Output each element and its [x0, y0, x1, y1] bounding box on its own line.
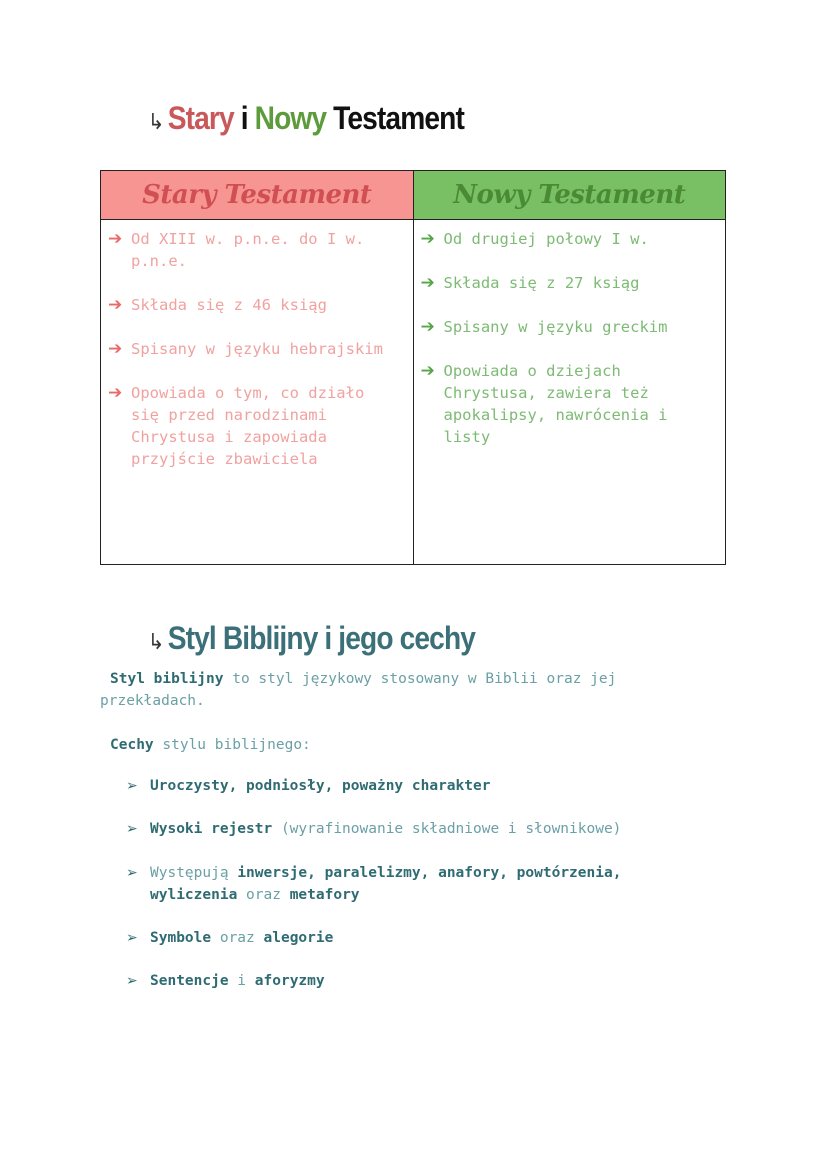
bullet-arrowhead-icon: ➢: [126, 865, 138, 881]
new-testament-cell: [413, 220, 726, 565]
arrow-right-icon: ➔: [420, 229, 435, 249]
title-word-stary: Stary: [167, 100, 234, 136]
new-item: [420, 272, 714, 294]
intro-term: Styl biblijny: [110, 671, 224, 687]
arrow-right-icon: ➔: [420, 273, 435, 293]
feature-bullet: [126, 970, 710, 992]
features-text: stylu biblijnego:: [153, 737, 311, 753]
old-item-text: Składa się z 46 ksiąg: [131, 296, 327, 314]
old-testament-cell: [101, 220, 414, 565]
hook-arrow-icon: ↳: [148, 630, 165, 655]
old-item: [108, 294, 401, 316]
arrow-right-icon: ➔: [108, 229, 123, 249]
old-item-text: Spisany w języku hebrajskim: [131, 340, 383, 358]
bullet-text: oraz: [211, 930, 264, 946]
title-word-i: i: [233, 100, 255, 136]
arrow-right-icon: ➔: [108, 383, 123, 403]
bullet-text: (wyrafinowanie składniowe i słownikowe): [272, 821, 622, 837]
testaments-comparison-table: [100, 170, 726, 565]
hook-arrow-icon: ↳: [148, 110, 165, 135]
bullet-arrowhead-icon: ➢: [126, 821, 138, 837]
bullet-arrowhead-icon: ➢: [126, 973, 138, 989]
old-item: [108, 228, 401, 272]
feature-bullet: [126, 818, 710, 840]
bullet-arrowhead-icon: ➢: [126, 778, 138, 794]
intro-paragraph: [100, 668, 720, 712]
features-label: [110, 734, 730, 756]
old-item: [108, 338, 401, 360]
new-item: [420, 228, 714, 250]
arrow-right-icon: ➔: [420, 317, 435, 337]
new-item-text: Spisany w języku greckim: [443, 318, 668, 336]
old-testament-header: Stary Testament: [101, 171, 414, 220]
bullet-bold-text: alegorie: [263, 930, 334, 946]
intro-text: to styl językowy stosowany w Biblii oraz jej przekładach.: [100, 671, 617, 709]
bullet-bold-text: Sentencje: [150, 973, 229, 989]
feature-bullet: [126, 862, 710, 906]
feature-bullet: [126, 775, 710, 797]
bullet-bold-text: Uroczysty, podniosły, poważny charakter: [150, 778, 491, 794]
bullet-text: i: [228, 973, 255, 989]
title-word-testament: Testament: [326, 100, 464, 136]
old-item-text: Od XIII w. p.n.e. do I w. p.n.e.: [131, 230, 365, 270]
arrow-right-icon: ➔: [108, 339, 123, 359]
bullet-bold-text: metafory: [289, 887, 360, 903]
bullet-text: oraz: [237, 887, 290, 903]
arrow-right-icon: ➔: [108, 295, 123, 315]
arrow-right-icon: ➔: [420, 361, 435, 381]
new-item-text: Składa się z 27 ksiąg: [443, 274, 640, 292]
bullet-arrowhead-icon: ➢: [126, 930, 138, 946]
title-word-nowy: Nowy: [254, 100, 327, 136]
bullet-bold-text: aforyzmy: [254, 973, 325, 989]
new-item: [420, 360, 714, 448]
new-item-text: Opowiada o dziejach Chrystusa, zawiera też apokalipsy, nawrócenia i listy: [443, 362, 668, 446]
old-item: [108, 382, 401, 470]
new-item-text: Od drugiej połowy I w.: [443, 230, 649, 248]
bullet-bold-text: inwersje, paralelizmy, anafory, powtórzenia, wyliczenia: [150, 865, 622, 903]
bullet-bold-text: Symbole: [150, 930, 212, 946]
feature-bullet: [126, 927, 710, 949]
bullet-text: Występują: [150, 865, 238, 881]
features-term: Cechy: [110, 737, 154, 753]
new-testament-header: Nowy Testament: [413, 171, 726, 220]
bullet-bold-text: Wysoki rejestr: [150, 821, 273, 837]
section-title-biblical-style: [148, 620, 475, 657]
old-item-text: Opowiada o tym, co działo się przed narodzinami Chrystusa i zapowiada przyjście zbawiciela: [131, 384, 365, 468]
section-title-testaments: [148, 100, 464, 137]
section-title-text: Styl Biblijny i jego cechy: [167, 620, 476, 656]
new-item: [420, 316, 714, 338]
